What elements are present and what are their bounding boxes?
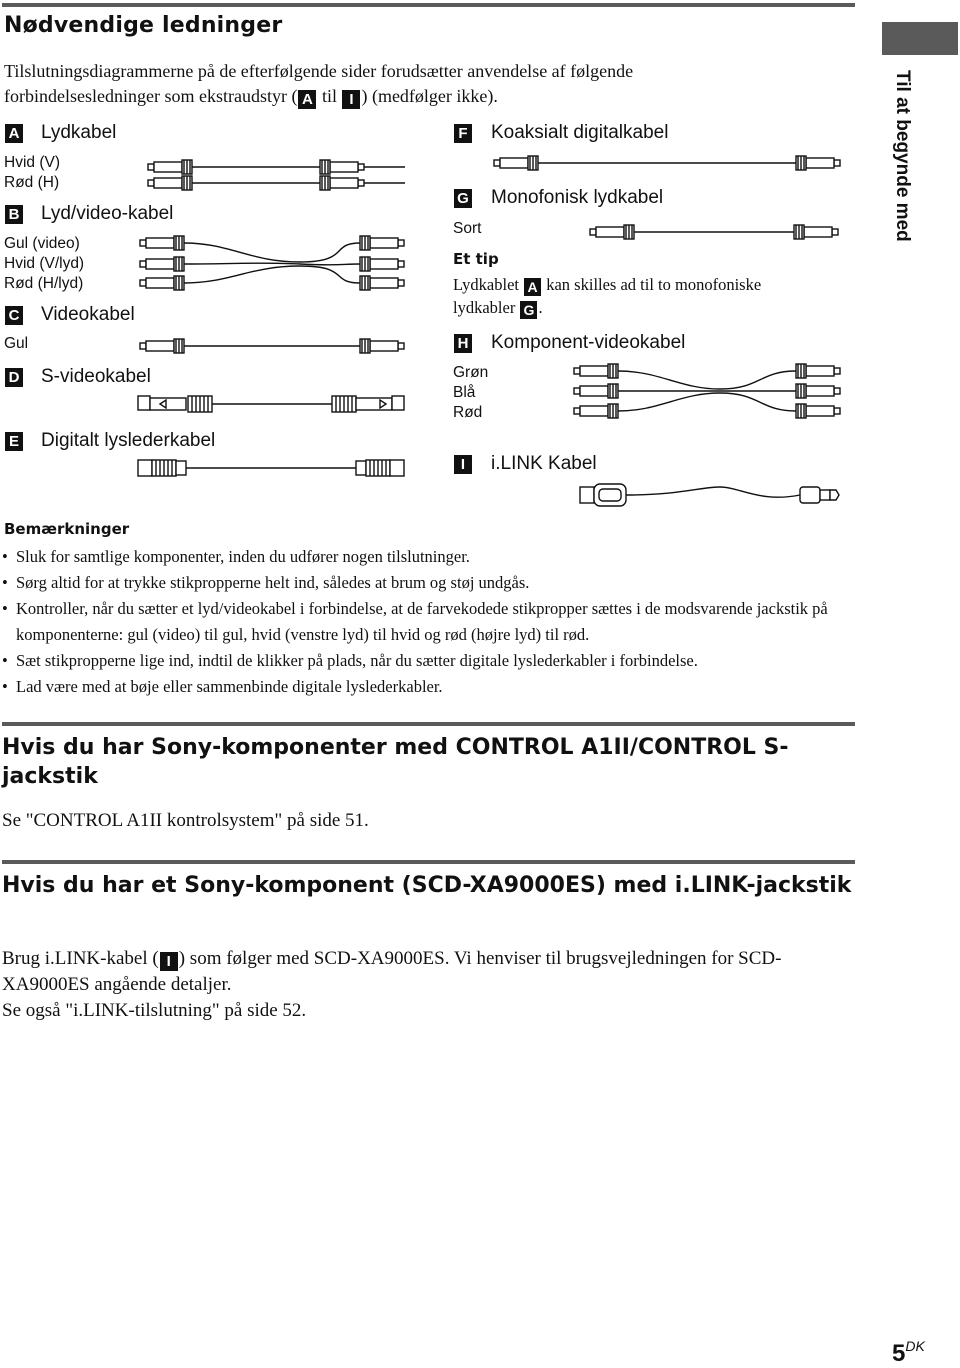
section3-text-after: ) som følger med SCD-XA9000ES. Vi henviser til brugsvejledningen for SCD-XA9000ES angående detaljer. (2, 948, 782, 995)
cable-b-title: Lyd/video-kabel (41, 203, 174, 224)
cable-a-title: Lydkabel (41, 122, 117, 143)
page-number (892, 1338, 925, 1368)
sidebar-label: Til at begynde med (892, 70, 913, 242)
cable-h-label-1: Grøn (453, 364, 489, 381)
cable-h-label-3: Rød (453, 404, 483, 421)
cable-g-label-1: Sort (453, 220, 482, 237)
badge-f: F (454, 124, 472, 143)
page-number-suffix: DK (905, 1338, 925, 1354)
cable-h-label-2: Blå (453, 384, 476, 401)
section-rule (2, 860, 855, 864)
cable-e-title: Digitalt lyslederkabel (41, 430, 216, 451)
page-number-value: 5 (892, 1340, 906, 1367)
cable-b-drawing (140, 236, 404, 290)
cable-c-label-1: Gul (4, 335, 29, 352)
intro-text-mid: til (317, 86, 342, 106)
badge-d: D (5, 368, 23, 387)
note-item: • Lad være med at bøje eller sammenbinde digitale lyslederkabler. (0, 674, 860, 700)
cable-h-title: Komponent-videokabel (491, 332, 686, 353)
badge-a: A (524, 278, 541, 296)
cable-a-drawing (148, 160, 405, 190)
intro-text-before: Tilslutningsdiagrammerne på de efterfølgende sider forudsætter anvendelse af følgende forbindelsesledninger som ekstraudstyr ( (4, 61, 634, 106)
cable-b-label-3: Rød (H/lyd) (4, 275, 84, 292)
cable-e-drawing (138, 460, 404, 476)
cable-i-title: i.LINK Kabel (491, 453, 597, 474)
note-item: • Sørg altid for at trykke stikpropperne helt ind, således at brum og støj undgås. (0, 570, 860, 596)
badge-i: I (342, 90, 360, 109)
section2-body: Se "CONTROL A1II kontrolsystem" på side 51. (2, 810, 369, 831)
page-title: Nødvendige ledninger (4, 13, 283, 38)
tip-text-before: Lydkablet (453, 275, 524, 294)
tip-heading: Et tip (453, 250, 499, 268)
cable-f-drawing (494, 156, 840, 170)
cable-g-title: Monofonisk lydkabel (491, 187, 664, 208)
cable-b-label-2: Hvid (V/lyd) (4, 255, 85, 272)
section3-body2: Se også "i.LINK-tilslutning" på side 52. (2, 1000, 307, 1021)
tip-text-mid: kan skilles ad til to monofoniske (542, 275, 762, 294)
section-rule (2, 722, 855, 726)
tip-text-end: . (538, 298, 543, 317)
cable-d-drawing (138, 396, 404, 412)
section3-body (2, 946, 862, 998)
cable-g-drawing (590, 225, 838, 239)
notes-list (0, 544, 860, 700)
cable-a-label-1: Hvid (V) (4, 154, 60, 171)
badge-i: I (454, 455, 472, 474)
note-item: • Sluk for samtlige komponenter, inden du udfører nogen tilslutninger. (0, 544, 860, 570)
tip-text-line2: lydkabler (453, 298, 520, 317)
badge-c: C (5, 306, 23, 325)
cable-f-title: Koaksialt digitalkabel (491, 122, 669, 143)
cable-a-label-2: Rød (H) (4, 174, 60, 191)
cable-c-drawing (140, 339, 404, 353)
badge-g: G (520, 301, 537, 319)
badge-g: G (454, 189, 472, 208)
intro-text-after: ) (medfølger ikke). (361, 86, 498, 106)
badge-e: E (5, 432, 23, 451)
cable-illustrations (0, 0, 960, 520)
cable-i-drawing (580, 484, 839, 506)
cable-h-drawing (574, 364, 840, 418)
cable-c-title: Videokabel (41, 304, 135, 325)
badge-b: B (5, 205, 23, 224)
notes-heading: Bemærkninger (4, 520, 130, 538)
badge-a: A (298, 90, 316, 109)
note-item: • Sæt stikpropperne lige ind, indtil de klikker på plads, når du sætter digitale lyslederkabler i forbindelse. (0, 648, 860, 674)
section3-text-before: Brug i.LINK-kabel ( (2, 948, 159, 969)
note-item: • Kontroller, når du sætter et lyd/videokabel i forbindelse, at de farvekodede stikpropper sættes i de modsvarende jackstik på komponenterne: gul (video) til gul, hvid (venstre lyd) til hvid og rød (højre lyd) til rød. (0, 596, 860, 648)
badge-a: A (5, 124, 23, 143)
cable-d-title: S-videokabel (41, 366, 151, 387)
badge-i: I (160, 952, 178, 971)
section3-heading: Hvis du har et Sony-komponent (SCD-XA9000ES) med i.LINK-jackstik (2, 873, 852, 898)
badge-h: H (454, 334, 472, 353)
cable-b-label-1: Gul (video) (4, 235, 80, 252)
section2-heading: Hvis du har Sony-komponenter med CONTROL A1II/CONTROL S-jackstik (2, 735, 789, 789)
